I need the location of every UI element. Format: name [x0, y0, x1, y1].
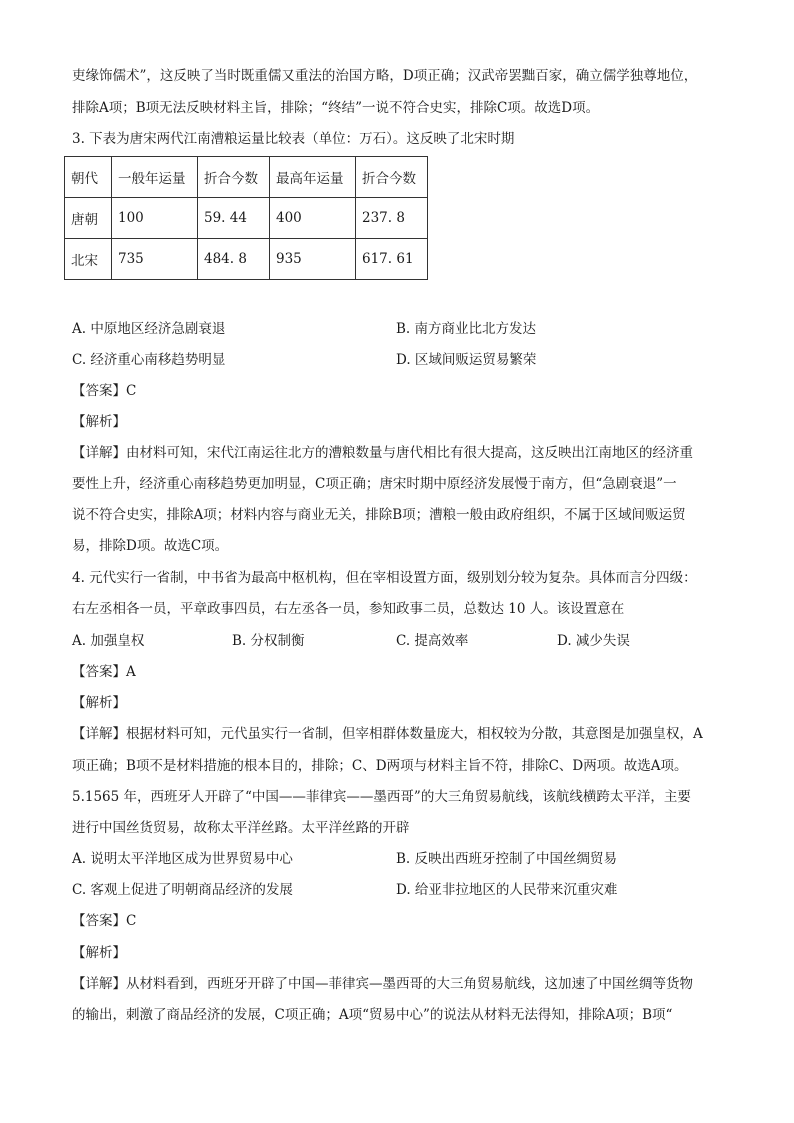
option-b: B. 南方商业比北方发达: [396, 321, 537, 337]
question-5-stem: 5.1565 年，西班牙人开辟了“中国——菲律宾——墨西哥”的大三角贸易航线，该航线横跨太平洋，主要: [72, 789, 691, 805]
table-cell: 237. 8: [356, 198, 428, 239]
table-header-cell: 最高年运量: [270, 157, 356, 198]
detail-line: 要性上升，经济重心南移趋势更加明显，C项正确；唐宋时期中原经济发展慢于南方，但“急剧衰退”一: [72, 476, 677, 492]
table-row: [65, 198, 428, 239]
answer-label: 【答案】C: [72, 913, 137, 929]
analysis-label: 【解析】: [72, 695, 126, 711]
option-b: B. 反映出西班牙控制了中国丝绸贸易: [396, 851, 618, 867]
table-cell: 北宋: [65, 239, 112, 280]
option-c: C. 客观上促进了明朝商品经济的发展: [72, 882, 293, 898]
question-5-stem: 进行中国丝货贸易，故称太平洋丝路。太平洋丝路的开辟: [72, 820, 410, 836]
analysis-label: 【解析】: [72, 414, 126, 430]
grain-transport-table: [64, 156, 428, 280]
paragraph-line: 吏缘饰儒术”，这反映了当时既重儒又重法的治国方略，D项正确；汉武帝罢黜百家，确立儒学独尊地位，: [72, 68, 698, 84]
option-d: D. 给亚非拉地区的人民带来沉重灾难: [396, 882, 618, 898]
table-cell: 735: [112, 239, 198, 280]
detail-line: 易，排除D项。故选C项。: [72, 538, 229, 554]
table-cell: 400: [270, 198, 356, 239]
question-4-stem: 右左丞相各一员，平章政事四员，右左丞各一员，参知政事二员，总数达 10 人。该设置意在: [72, 601, 625, 617]
table-header-cell: 一般年运量: [112, 157, 198, 198]
detail-line: 项正确；B项不是材料措施的根本目的，排除；C、D两项与材料主旨不符，排除C、D两项。故选A项。: [72, 758, 688, 774]
option-c: C. 经济重心南移趋势明显: [72, 352, 226, 368]
option-a: A. 说明太平洋地区成为世界贸易中心: [72, 851, 293, 867]
table-header-cell: 折合今数: [356, 157, 428, 198]
option-a: A. 中原地区经济急剧衰退: [72, 321, 226, 337]
detail-line: 【详解】由材料可知，宋代江南运往北方的漕粮数量与唐代相比有很大提高，这反映出江南地区的经济重: [72, 445, 693, 461]
detail-line: 的输出，刺激了商品经济的发展，C项正确；A项“贸易中心”的说法从材料无法得知，排除A项；B项“: [72, 1007, 673, 1023]
table-header-cell: 折合今数: [198, 157, 270, 198]
answer-label: 【答案】C: [72, 383, 137, 399]
table-cell: 484. 8: [198, 239, 270, 280]
question-4-stem: 4. 元代实行一省制，中书省为最高中枢机构，但在宰相设置方面，级别划分较为复杂。具体而言分四级：: [72, 570, 697, 586]
option-d: D. 减少失误: [557, 633, 630, 649]
detail-line: 说不符合史实，排除A项；材料内容与商业无关，排除B项；漕粮一般由政府组织，不属于区域间贩运贸: [72, 507, 686, 523]
option-b: B. 分权制衡: [232, 633, 305, 649]
option-a: A. 加强皇权: [72, 633, 145, 649]
table-cell: 唐朝: [65, 198, 112, 239]
table-cell: 100: [112, 198, 198, 239]
table-header-row: [65, 157, 428, 198]
table-cell: 59. 44: [198, 198, 270, 239]
table-header-cell: 朝代: [65, 157, 112, 198]
option-c: C. 提高效率: [396, 633, 469, 649]
question-3-stem: 3. 下表为唐宋两代江南漕粮运量比较表（单位：万石）。这反映了北宋时期: [72, 131, 515, 147]
table-cell: 935: [270, 239, 356, 280]
paragraph-line: 排除A项；B项无法反映材料主旨，排除；“终结”一说不符合史实，排除C项。故选D项。: [72, 100, 600, 116]
option-d: D. 区域间贩运贸易繁荣: [396, 352, 537, 368]
answer-label: 【答案】A: [72, 664, 136, 680]
table-cell: 617. 61: [356, 239, 428, 280]
table-row: [65, 239, 428, 280]
detail-line: 【详解】从材料看到，西班牙开辟了中国—菲律宾—墨西哥的大三角贸易航线，这加速了中国丝绸等货物: [72, 976, 693, 992]
analysis-label: 【解析】: [72, 945, 126, 961]
detail-line: 【详解】根据材料可知，元代虽实行一省制，但宰相群体数量庞大，相权较为分散，其意图是加强皇权，A: [72, 726, 703, 742]
